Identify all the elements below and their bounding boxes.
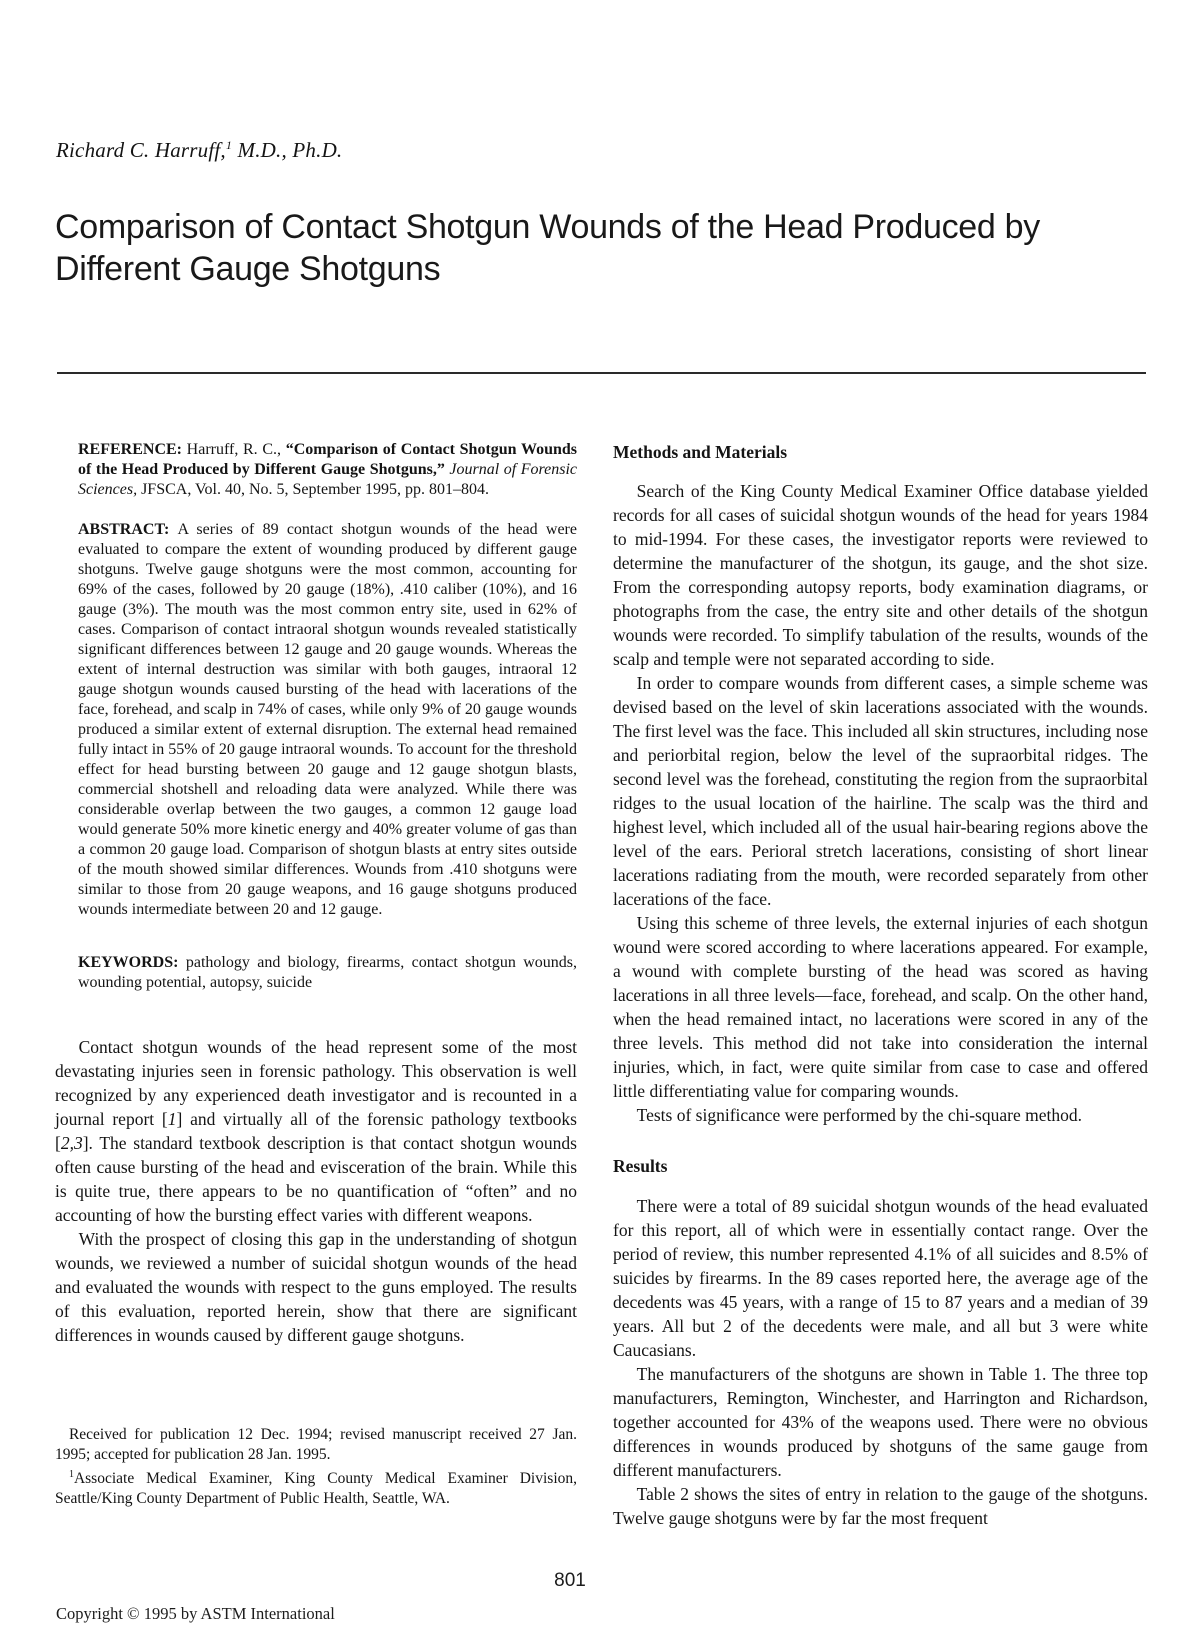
reference-block: REFERENCE: Harruff, R. C., “Comparison of Contact Shotgun Wounds of the Head Produced by Different Gauge Shotguns,” Journal of Forensic Sciences, JFSCA, Vol. 40, No. 5, September 1995, pp. 801–804. [78,441,577,498]
intro-paragraph-2: With the prospect of closing this gap in the understanding of shotgun wounds, we reviewed a number of suicidal shotgun wounds of the head and evaluated the wounds with respect to the guns employed. The results of this evaluation, reported herein, show that there are significant differences in wounds caused by different gauge shotguns. [55,1229,577,1345]
author-line: Richard C. Harruff,$^1$ M.D., Ph.D. [56,138,343,162]
right-column [613,440,1148,1530]
methods-paragraph-2: In order to compare wounds from different cases, a simple scheme was devised based on the level of skin lacerations associated with the wounds. The first level was the face. This included all skin structures, including nose and periorbital region, below the level of the supraorbital ridges. The second level was the forehead, constituting the region from the supraorbital ridges to the usual location of the hairline. The scalp was the third and highest level, which included all of the usual hair-bearing regions above the level of the ears. Perioral stretch lacerations, consisting of short linear lacerations radiating from the mouth, were recorded separately from other lacerations of the face. [613,673,1148,909]
results-heading: Results [613,1156,668,1176]
methods-paragraph-1: Search of the King County Medical Examiner Office database yielded records for all cases of suicidal shotgun wounds of the head for years 1984 to mid-1994. For these cases, the investigator reports were reviewed to determine the manufacturer of the shotgun, its gauge, and the shot size. From the corresponding autopsy reports, body examination diagrams, or photographs from the case, the entry site and other details of the shotgun wounds were recorded. To simplify tabulation of the results, wounds of the scalp and temple were not separated according to side. [613,481,1148,669]
front-matter [78,440,577,993]
methods-paragraph-3: Using this scheme of three levels, the external injuries of each shotgun wound were scored according to where lacerations appeared. For example, a wound with complete bursting of the head was scored as having lacerations in all three levels—face, forehead, and scalp. On the other hand, when the head remained intact, no lacerations were scored in any of the three levels. This method did not take into consideration the internal injuries, which, in fact, were quite similar from case to case and offered little differentiating value for comparing wounds. [613,913,1148,1101]
results-paragraph-3: Table 2 shows the sites of entry in relation to the gauge of the shotguns. Twelve gauge shotguns were by far the most frequent [613,1484,1148,1528]
introduction-text [55,1035,577,1347]
methods-heading: Methods and Materials [613,442,788,462]
page-title: Comparison of Contact Shotgun Wounds of the Head Produced by Different Gauge Shotguns [55,208,1040,288]
keywords-block: KEYWORDS: pathology and biology, firearms, contact shotgun wounds, wounding potential, autopsy, suicide [78,954,578,991]
page-number: 801 [554,1570,586,1591]
footnotes [55,1425,577,1509]
footnote-affiliation: $^1$Associate Medical Examiner, King County Medical Examiner Division, Seattle/King County Department of Public Health, Seattle, WA. [55,1469,577,1508]
results-paragraph-1: There were a total of 89 suicidal shotgun wounds of the head evaluated for this report, all of which were in essentially contact range. Over the period of review, this number represented 4.1% of all suicides and 8.5% of suicides by firearms. In the 89 cases reported here, the average age of the decedents was 45 years, with a range of 15 to 87 years and a median of 39 years. All but 2 of the decedents were male, and all but 3 were white Caucasians. [613,1196,1148,1360]
copyright-line: Copyright © 1995 by ASTM International [56,1604,335,1623]
results-paragraph-2: The manufacturers of the shotguns are shown in Table 1. The three top manufacturers, Remington, Winchester, and Harrington and Richardson, together accounted for 43% of the weapons used. There were no obvious differences in wounds produced by shotguns of the same gauge from different manufacturers. [613,1364,1148,1480]
abstract-block: ABSTRACT: A series of 89 contact shotgun wounds of the head were evaluated to compare the extent of wounding produced by different gauge shotguns. Twelve gauge shotguns were the most common, accounting for 69% of the cases, followed by 20 gauge (18%), .410 caliber (10%), and 16 gauge (3%). The mouth was the most common entry site, used in 62% of cases. Comparison of contact intraoral shotgun wounds revealed statistically significant differences between 12 gauge and 20 gauge wounds. Whereas the extent of internal destruction was similar with both gauges, intraoral 12 gauge shotgun wounds caused bursting of the head with lacerations of the face, forehead, and scalp in 74% of cases, while only 9% of 20 gauge wounds produced a similar extent of external disruption. The external head remained fully intact in 55% of 20 gauge intraoral wounds. To account for the threshold effect for head bursting between 20 gauge and 12 gauge shotgun blasts, commercial shotshell and reloading data were analyzed. While there was considerable overlap between the two gauges, a common 12 gauge load would generate 50% more kinetic energy and 40% greater volume of gas than a common 20 gauge load. Comparison of shotgun blasts at entry sites outside of the mouth showed similar differences. Wounds from .410 shotguns were similar to those from 20 gauge weapons, and 16 gauge shotguns produced wounds intermediate between 20 and 12 gauge. [78,521,577,918]
title-divider-rule [57,372,1146,374]
methods-paragraph-4: Tests of significance were performed by the chi-square method. [636,1105,1082,1125]
footnote-received: Received for publication 12 Dec. 1994; revised manuscript received 27 Jan. 1995; accepted for publication 28 Jan. 1995. [55,1426,577,1463]
left-column [55,440,577,1509]
intro-paragraph-1: Contact shotgun wounds of the head represent some of the most devastating injuries seen in forensic pathology. This observation is well recognized by any experienced death investigator and is recounted in a journal report [1] and virtually all of the forensic pathology textbooks [2,3]. The standard textbook description is that contact shotgun wounds often cause bursting of the head and evisceration of the brain. While this is quite true, there appears to be no quantification of “often” and no accounting of how the bursting effect varies with different weapons. [55,1037,577,1225]
